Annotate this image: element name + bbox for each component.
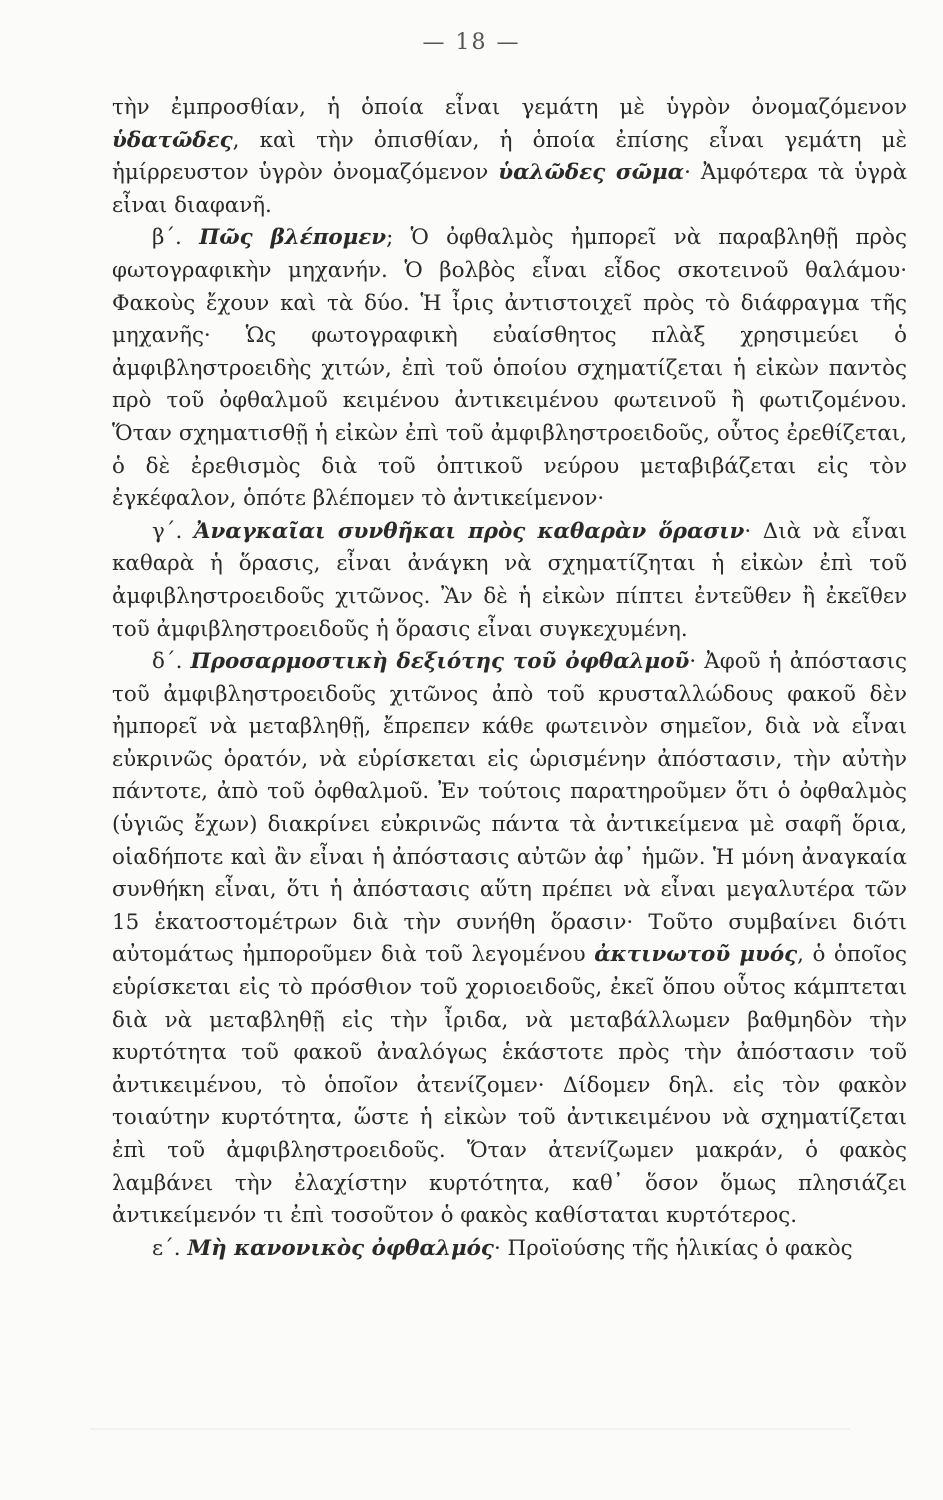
paragraph-text: · Διὰ νὰ εἶναι καθαρὰ ἡ ὅρασις, εἶναι ἀνάγκη νὰ σχηματίζηται ἡ εἰκὼν ἐπὶ τοῦ ἀμφιβληστροειδοῦς χιτῶνος. Ἂν δὲ ἡ εἰκὼν πίπτει ἐντεῦθεν ἢ ἐκεῖθεν τοῦ ἀμφιβληστροειδοῦς ἡ ὅρασις εἶναι συγκεχυμένη. [112, 518, 907, 642]
paragraph-text: · Ἀφοῦ ἡ ἀπόστασις τοῦ ἀμφιβληστροειδοῦς χιτῶνος ἀπὸ τοῦ κρυσταλλώδους φακοῦ δὲν ἠμπορεῖ νὰ μεταβληθῇ, ἔπρεπεν κάθε φωτεινὸν σημεῖον, διὰ νὰ εἶναι εὐκρινῶς ὁρατόν, νὰ εὑρίσκεται εἰς ὡρισμένην ἀπόστασιν, τὴν αὐτὴν πάντοτε, ἀπὸ τοῦ ὀφθαλμοῦ. Ἐν τούτοις παρατηροῦμεν ὅτι ὁ ὀφθαλμὸς (ὑγιῶς ἔχων) διακρίνει εὐκρινῶς πάντα τὰ ἀντικείμενα μὲ σαφῆ ὅρια, οἱαδήποτε καὶ ἂν εἶναι ἡ ἀπόστασις αὐτῶν ἀφ᾽ ἡμῶν. Ἡ μόνη ἀναγκαία συνθήκη εἶναι, ὅτι ἡ ἀπόστασις αὕτη πρέπει νὰ εἶναι μεγαλυτέρα τῶν 15 ἑκατοστομέτρων διὰ τὴν συνήθη ὅρασιν· Τοῦτο συμβαίνει διότι αὐτομάτως ἠμποροῦμεν διὰ τοῦ λεγομένου [112, 649, 907, 968]
paragraph-vitreous-humor [112, 92, 907, 222]
section-heading: Πῶς βλέπομεν [199, 225, 387, 251]
section-eye-accommodation [112, 646, 907, 1233]
emphasized-term: ὑδατῶδες [112, 127, 233, 153]
section-heading: Προσαρμοστικὴ δεξιότης τοῦ ὀφθαλμοῦ [190, 649, 690, 675]
paragraph-text: ; Ὁ ὀφθαλμὸς ἠμπορεῖ νὰ παραβληθῇ πρὸς φωτογραφικὴν μηχανήν. Ὁ βολβὸς εἶναι εἶδος σκοτεινοῦ θαλάμου· Φακοὺς ἔχουν καὶ τὰ δύο. Ἡ ἶρις ἀντιστοιχεῖ πρὸς τὸ διάφραγμα τῆς μηχανῆς· Ὡς φωτογραφικὴ εὐαίσθητος πλὰξ χρησιμεύει ὁ ἀμφιβληστροειδὴς χιτών, ἐπὶ τοῦ ὁποίου σχηματίζεται ἡ εἰκὼν παντὸς πρὸ τοῦ ὀφθαλμοῦ κειμένου ἀντικειμένου φωτεινοῦ ἢ φωτιζομένου. Ὅταν σχηματισθῇ ἡ εἰκὼν ἐπὶ τοῦ ἀμφιβληστροειδοῦς, οὗτος ἐρεθίζεται, ὁ δὲ ἐρεθισμὸς διὰ τοῦ ὀπτικοῦ νεύρου μεταβιβάζεται εἰς τὸν ἐγκέφαλον, ὁπότε βλέπομεν τὸ ἀντικείμενον· [112, 225, 907, 512]
paragraph-text: · Ἀμφότερα τὰ ὑγρὰ εἶναι διαφανῆ. [112, 160, 908, 218]
bleed-through-mark [90, 1428, 850, 1430]
section-number: γ΄. [152, 518, 194, 544]
section-clear-vision-conditions [112, 516, 907, 646]
section-heading: Ἀναγκαῖαι συνθῆκαι πρὸς καθαρὰν ὅρασιν [193, 518, 745, 544]
emphasized-term: ὑαλῶδες σῶμα [498, 160, 685, 186]
body-text [112, 92, 907, 1265]
section-how-we-see [112, 222, 907, 515]
section-heading: Μὴ κανονικὸς ὀφθαλμός [187, 1235, 494, 1261]
section-number: δ΄. [152, 649, 191, 675]
paragraph-text: · Προϊούσης τῆς ἡλικίας ὁ φακὸς [493, 1235, 853, 1261]
section-number: β΄. [152, 225, 200, 251]
emphasized-term: ἀκτινωτοῦ μυός [594, 942, 798, 968]
page-number: — 18 — [422, 30, 521, 55]
paragraph-text: , ὁ ὁποῖος εὑρίσκεται εἰς τὸ πρόσθιον τοῦ χοριοειδοῦς, ἐκεῖ ὅπου οὗτος κάμπτεται διὰ νὰ μεταβληθῇ εἰς τὴν ἶριδα, νὰ μεταβάλλωμεν βαθμηδὸν τὴν κυρτότητα τοῦ φακοῦ ἀναλόγως ἑκάστοτε πρὸς τὴν ἀπόστασιν τοῦ ἀντικειμένου, τὸ ὁποῖον ἀτενίζομεν· Δίδομεν δηλ. εἰς τὸν φακὸν τοιαύτην κυρτότητα, ὥστε ἡ εἰκὼν τοῦ ἀντικειμένου νὰ σχηματίζεται ἐπὶ τοῦ ἀμφιβληστροειδοῦς. Ὅταν ἀτενίζωμεν μακράν, ὁ φακὸς λαμβάνει τὴν ἐλαχίστην κυρτότητα, καθ᾽ ὅσον ὅμως πλησιάζει ἀντικείμενόν τι ἐπὶ τοσοῦτον ὁ φακὸς καθίσταται κυρτότερος. [112, 942, 907, 1229]
section-abnormal-eye [112, 1233, 907, 1266]
paragraph-text: , καὶ τὴν ὀπισθίαν, ἡ ὁποία ἐπίσης εἶναι γεμάτη μὲ ἡμίρρευστον ὑγρὸν ὀνομαζόμενον [112, 127, 907, 186]
section-number: ε΄. [152, 1235, 188, 1261]
paragraph-text: τὴν ἐμπροσθίαν, ἡ ὁποία εἶναι γεμάτη μὲ ὑγρὸν ὀνομαζόμενον [112, 95, 907, 120]
